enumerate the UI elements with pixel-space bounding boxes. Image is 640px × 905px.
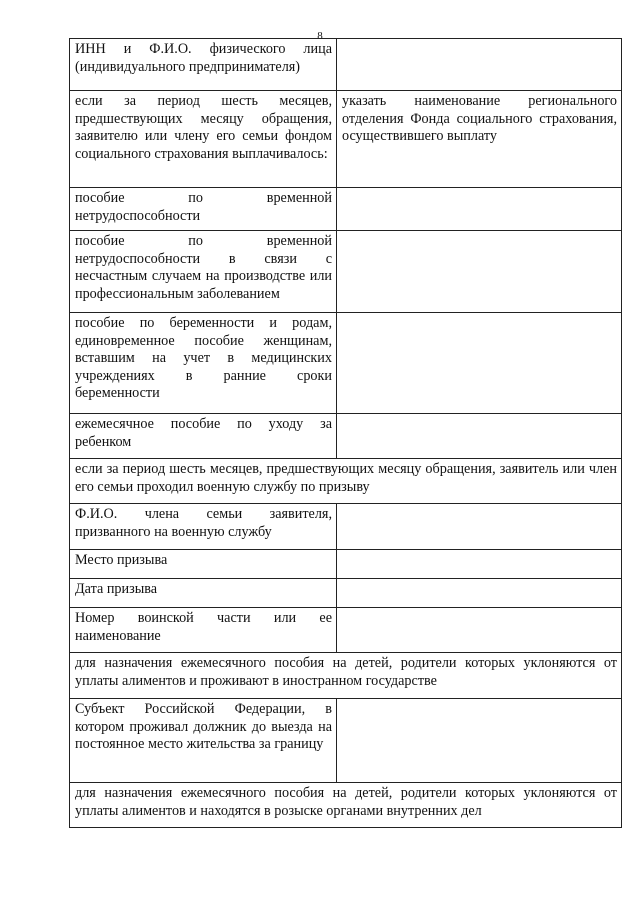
alimony-abroad-header: для назначения ежемесячного пособия на детей, родители которых уклоняются от уплаты алиментов и проживают в иностранном государстве [70, 653, 622, 699]
conscript-name-value[interactable] [337, 504, 622, 550]
form-row-alimony-search-header [70, 783, 622, 828]
accident-disability-label: пособие по временной нетрудоспособности в связи с несчастным случаем на производстве или профессиональным заболеванием [70, 231, 337, 313]
pregnancy-label: пособие по беременности и родам, единовременное пособие женщинам, вставшим на учет в медицинских учреждениях в ранние сроки беременности [70, 313, 337, 414]
form-row-accident-disability [70, 231, 622, 313]
draft-place-value[interactable] [337, 550, 622, 579]
form-row-temp-disability [70, 188, 622, 231]
form-row-fss-header [70, 91, 622, 188]
unit-number-label: Номер воинской части или ее наименование [70, 608, 337, 653]
application-form-table [69, 38, 622, 828]
form-row-child-care [70, 414, 622, 459]
draft-place-label: Место призыва [70, 550, 337, 579]
accident-disability-value[interactable] [337, 231, 622, 313]
form-row-unit-number [70, 608, 622, 653]
inn-value[interactable] [337, 39, 622, 91]
temp-disability-label: пособие по временной нетрудоспособности [70, 188, 337, 231]
draft-date-label: Дата призыва [70, 579, 337, 608]
page-number: 8 [317, 30, 323, 42]
alimony-search-header: для назначения ежемесячного пособия на детей, родители которых уклоняются от уплаты алиментов и находятся в розыске органами внутренних дел [70, 783, 622, 828]
draft-date-value[interactable] [337, 579, 622, 608]
pregnancy-value[interactable] [337, 313, 622, 414]
fss-header-label: если за период шесть месяцев, предшествующих месяцу обращения, заявителю или члену его семьи фондом социального страхования выплачивалось: [70, 91, 337, 188]
form-row-inn [70, 39, 622, 91]
debtor-region-label: Субъект Российской Федерации, в котором проживал должник до выезда на постоянное место жительства за границу [70, 699, 337, 783]
military-header: если за период шесть месяцев, предшествующих месяцу обращения, заявитель или член его семьи проходил военную службу по призыву [70, 459, 622, 504]
form-row-pregnancy [70, 313, 622, 414]
unit-number-value[interactable] [337, 608, 622, 653]
temp-disability-value[interactable] [337, 188, 622, 231]
form-row-draft-date [70, 579, 622, 608]
form-row-conscript-name [70, 504, 622, 550]
form-row-debtor-region [70, 699, 622, 783]
inn-label: ИНН и Ф.И.О. физического лица (индивидуального предпринимателя) [70, 39, 337, 91]
child-care-label: ежемесячное пособие по уходу за ребенком [70, 414, 337, 459]
fss-header-note: указать наименование регионального отделения Фонда социального страхования, осуществившего выплату [337, 91, 622, 188]
form-row-draft-place [70, 550, 622, 579]
debtor-region-value[interactable] [337, 699, 622, 783]
form-row-alimony-abroad-header [70, 653, 622, 699]
child-care-value[interactable] [337, 414, 622, 459]
conscript-name-label: Ф.И.О. члена семьи заявителя, призванного на военную службу [70, 504, 337, 550]
form-row-military-header [70, 459, 622, 504]
